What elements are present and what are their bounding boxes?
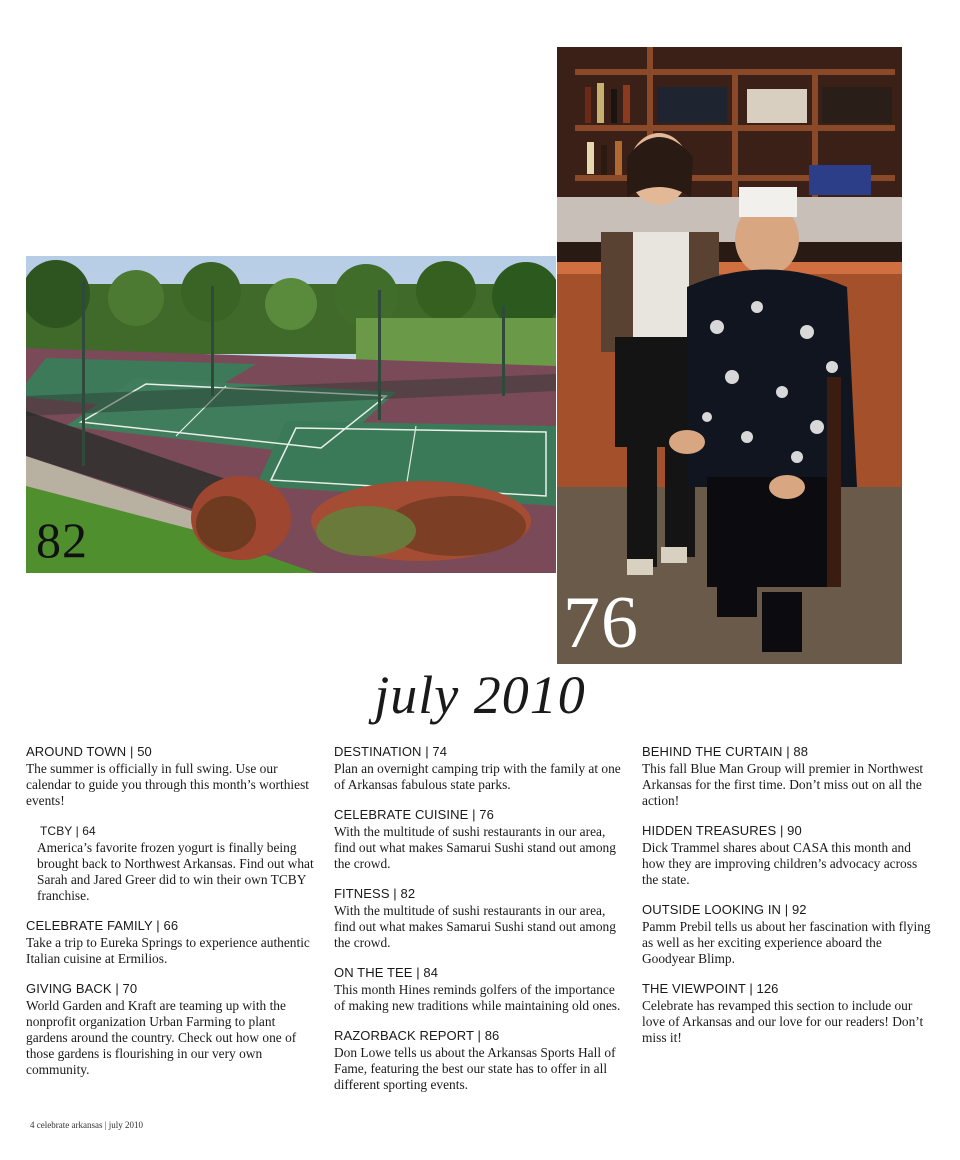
entry-description: America’s favorite frozen yogurt is finally being brought back to Northwest Arkansas. Find out what Sarah and Jared Greer did to win their own TCBY franchise. <box>37 840 314 903</box>
entry-description: Plan an overnight camping trip with the family at one of Arkansas fabulous state parks. <box>334 761 621 792</box>
entry-heading[interactable]: THE VIEWPOINT | 126 <box>642 981 779 996</box>
tennis-courts-photo <box>26 256 556 573</box>
contents-column-2 <box>334 745 626 1108</box>
entry-heading[interactable]: ON THE TEE | 84 <box>334 965 439 980</box>
entry-description: This fall Blue Man Group will premier in Northwest Arkansas for the first time. Don’t miss out on all the action! <box>642 761 924 808</box>
contents-entry <box>334 745 626 793</box>
entry-heading[interactable]: DESTINATION | 74 <box>334 744 448 759</box>
page-ref-82: 82 <box>36 512 88 568</box>
entry-description: Celebrate has revamped this section to include our love of Arkansas and our love for our readers! Don’t miss it! <box>642 998 924 1045</box>
contents-entry <box>334 966 626 1014</box>
contents-entry <box>642 982 934 1046</box>
tennis-courts-image <box>26 256 556 573</box>
contents-entry <box>26 745 318 809</box>
entry-heading[interactable]: TCBY | 64 <box>40 824 96 838</box>
contents-entry <box>334 887 626 951</box>
entry-description: The summer is officially in full swing. Use our calendar to guide you through this month’s worthiest events! <box>26 761 310 808</box>
entry-description: Pamm Prebil tells us about her fascination with flying as well as her exciting experience aboard the Goodyear Blimp. <box>642 919 931 966</box>
contents-entry <box>642 903 934 967</box>
entry-description: With the multitude of sushi restaurants in our area, find out what makes Samarui Sushi stand out among the crowd. <box>334 903 616 950</box>
entry-description: Take a trip to Eureka Springs to experience authentic Italian cuisine at Ermilios. <box>26 935 310 966</box>
contents-entry <box>26 824 318 904</box>
entry-heading[interactable]: CELEBRATE FAMILY | 66 <box>26 918 179 933</box>
entry-heading[interactable]: GIVING BACK | 70 <box>26 981 138 996</box>
page-ref-76: 76 <box>563 582 639 664</box>
contents-column-3 <box>642 745 934 1061</box>
contents-column-1 <box>26 745 318 1093</box>
entry-heading[interactable]: AROUND TOWN | 50 <box>26 744 152 759</box>
contents-entry <box>642 824 934 888</box>
entry-description: World Garden and Kraft are teaming up with the nonprofit organization Urban Farming to plant gardens around the country. Check out how one of those gardens is flourishing in our very own community. <box>26 998 297 1077</box>
page-footer: 4 celebrate arkansas | july 2010 <box>30 1120 144 1130</box>
entry-heading[interactable]: RAZORBACK REPORT | 86 <box>334 1028 500 1043</box>
entry-heading[interactable]: BEHIND THE CURTAIN | 88 <box>642 744 809 759</box>
entry-description: With the multitude of sushi restaurants in our area, find out what makes Samarui Sushi stand out among the crowd. <box>334 824 616 871</box>
entry-description: This month Hines reminds golfers of the importance of making new traditions while maintaining old ones. <box>334 982 621 1013</box>
sushi-restaurant-photo <box>557 47 902 664</box>
issue-title: july 2010 <box>374 665 586 725</box>
entry-heading[interactable]: HIDDEN TREASURES | 90 <box>642 823 802 838</box>
entry-description: Dick Trammel shares about CASA this month and how they are improving children’s advocacy across the state. <box>642 840 918 887</box>
entry-description: Don Lowe tells us about the Arkansas Sports Hall of Fame, featuring the best our state has to offer in all different sporting events. <box>334 1045 616 1092</box>
entry-heading[interactable]: OUTSIDE LOOKING IN | 92 <box>642 902 807 917</box>
contents-entry <box>26 919 318 967</box>
entry-heading[interactable]: FITNESS | 82 <box>334 886 416 901</box>
contents-entry <box>334 1029 626 1093</box>
contents-entry <box>26 982 318 1078</box>
contents-entry <box>642 745 934 809</box>
entry-heading[interactable]: CELEBRATE CUISINE | 76 <box>334 807 494 822</box>
sushi-owners-image <box>557 47 902 664</box>
contents-entry <box>334 808 626 872</box>
